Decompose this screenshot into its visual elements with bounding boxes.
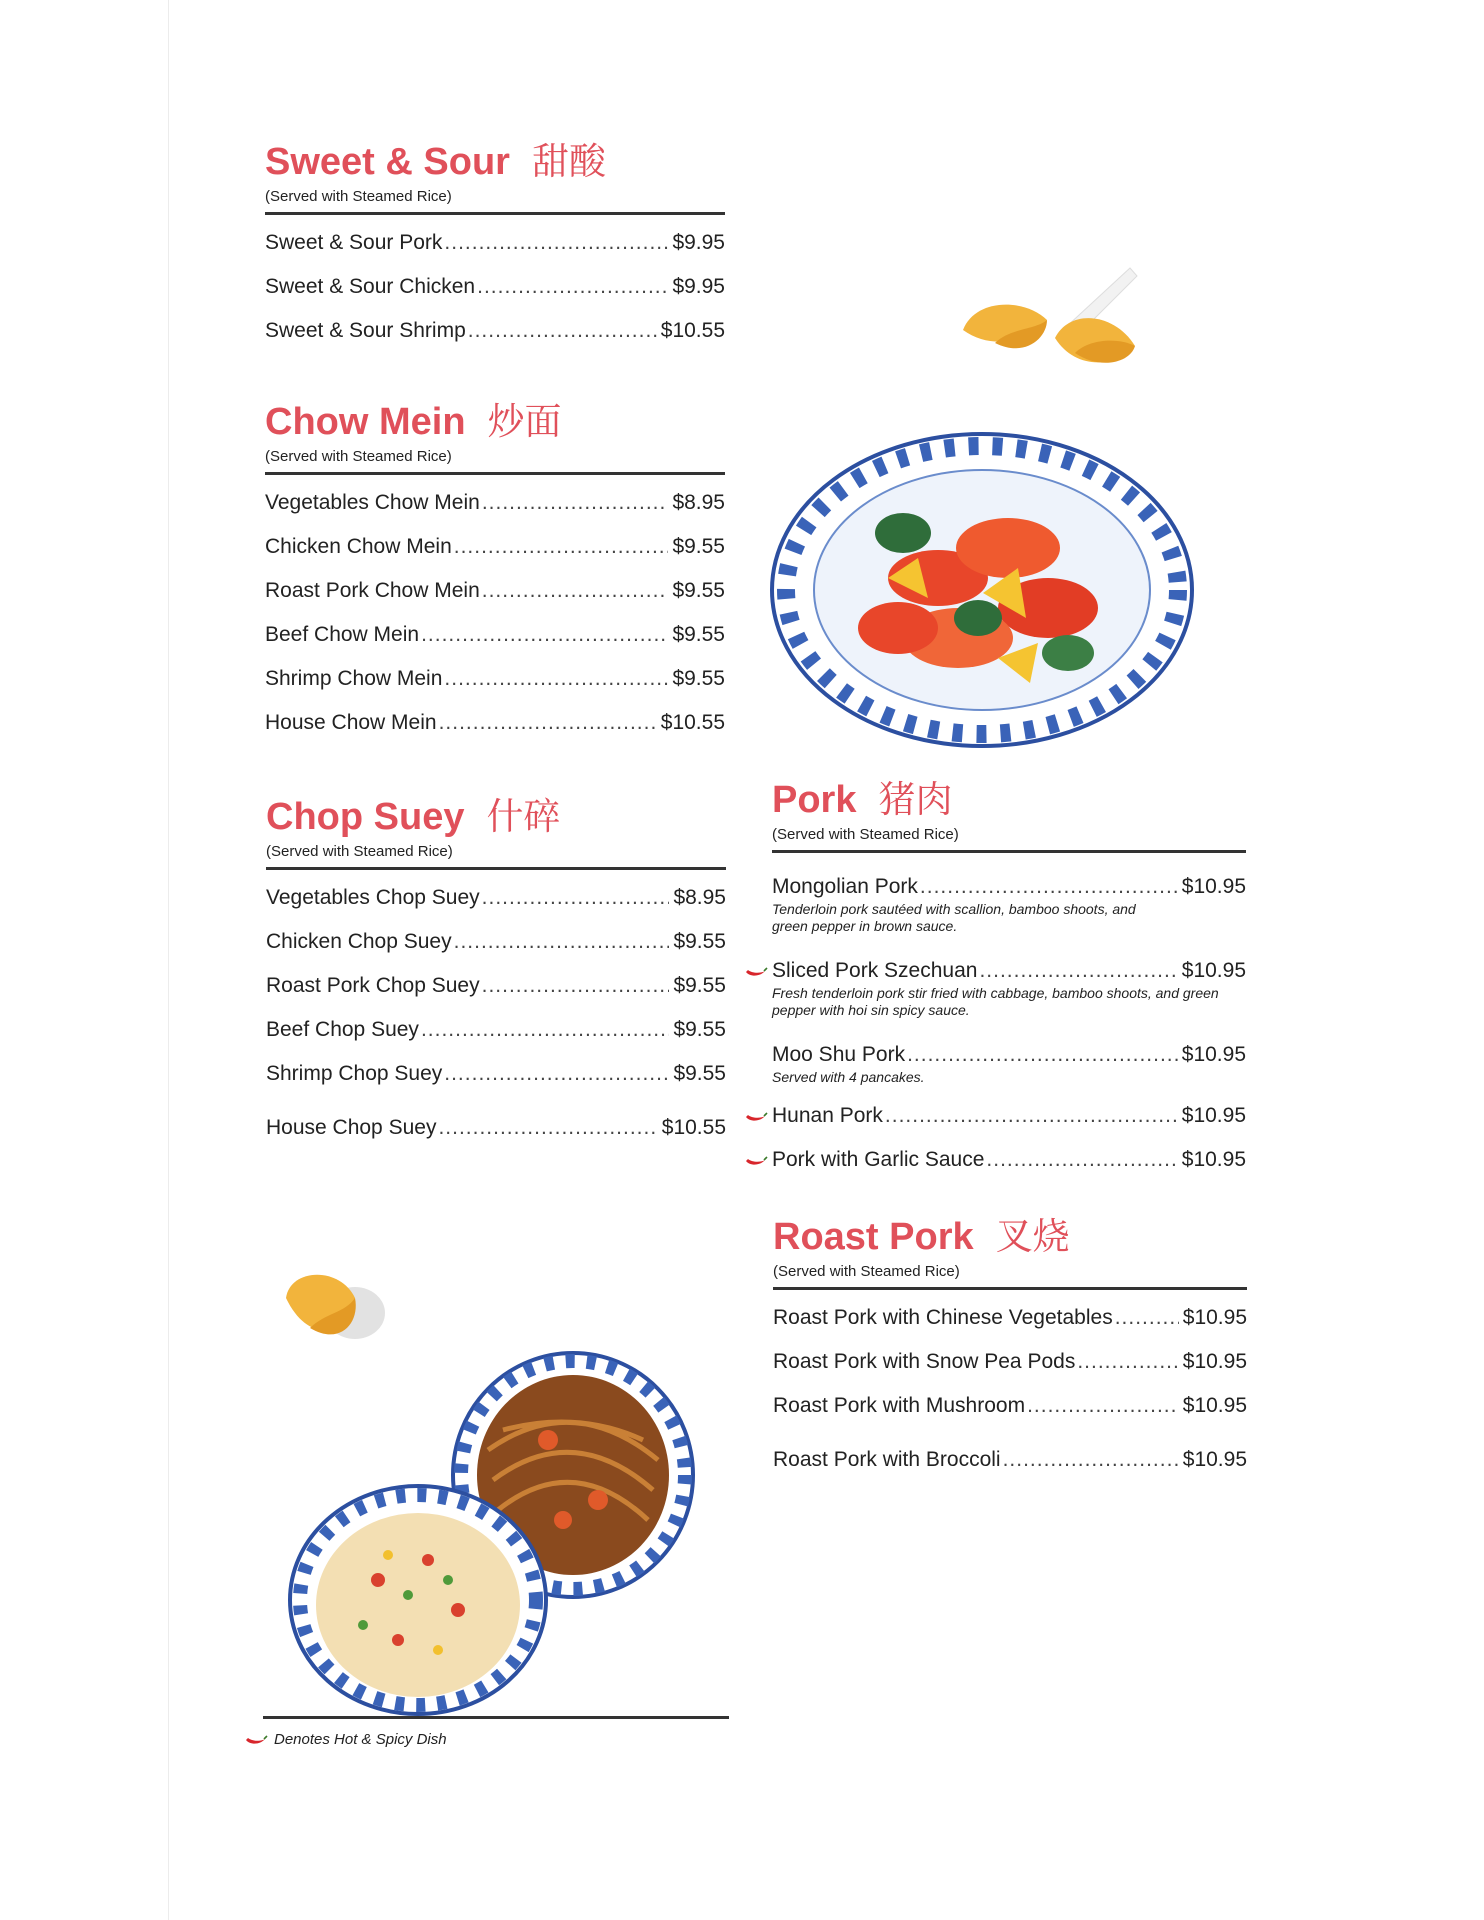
menu-item (773, 1348, 1247, 1392)
item-price: $9.55 (673, 1018, 726, 1041)
item-name: Roast Pork Chow Mein (265, 579, 480, 602)
section-title-chinese: 什碎 (486, 795, 561, 838)
menu-item (266, 1016, 726, 1060)
section-pork (772, 778, 1246, 1190)
menu-item (265, 665, 725, 709)
item-name: Roast Pork with Mushroom (773, 1394, 1026, 1417)
leader-dots (986, 1146, 1177, 1174)
item-price: $9.95 (672, 231, 725, 254)
section-title: Pork (772, 779, 857, 821)
section-title: Sweet & Sour (265, 141, 510, 183)
leader-dots (1027, 1392, 1179, 1420)
leader-dots (444, 1060, 669, 1088)
section-divider (772, 850, 1246, 853)
section-title: Chow Mein (265, 401, 466, 443)
item-name: House Chow Mein (265, 711, 437, 734)
item-price: $10.95 (1182, 1394, 1247, 1417)
item-name: Sweet & Sour Pork (265, 231, 443, 254)
leader-dots (421, 621, 668, 649)
item-price: $10.95 (1182, 1448, 1247, 1471)
menu-item (266, 884, 726, 928)
item-name: Sliced Pork Szechuan (772, 959, 978, 982)
section-heading (265, 140, 725, 184)
item-name: Roast Pork with Chinese Vegetables (773, 1306, 1113, 1329)
menu-item (265, 229, 725, 273)
leader-dots (1003, 1446, 1179, 1474)
section-title-chinese: 猪肉 (878, 778, 953, 821)
item-name: Shrimp Chow Mein (265, 667, 443, 690)
item-name: Shrimp Chop Suey (266, 1062, 443, 1085)
chili-pepper-icon (244, 1734, 268, 1746)
section-divider (265, 212, 725, 215)
leader-dots (885, 1102, 1178, 1130)
item-name: Pork with Garlic Sauce (772, 1148, 985, 1171)
section-title: Roast Pork (773, 1216, 974, 1258)
section-roast-pork (773, 1215, 1247, 1490)
leader-dots (482, 884, 670, 912)
item-price: $9.55 (672, 579, 725, 602)
menu-item (772, 1041, 1246, 1086)
section-heading (265, 400, 725, 444)
chili-pepper-icon (744, 1155, 768, 1167)
item-price: $10.95 (1181, 1104, 1246, 1127)
item-price: $9.55 (672, 623, 725, 646)
item-price: $9.95 (672, 275, 725, 298)
menu-item (772, 1102, 1246, 1146)
section-heading (266, 795, 726, 839)
menu-item (772, 873, 1246, 935)
item-name: Vegetables Chow Mein (265, 491, 480, 514)
section-divider (266, 867, 726, 870)
menu-item (266, 1114, 726, 1158)
item-name: House Chop Suey (266, 1116, 437, 1139)
item-name: Roast Pork with Snow Pea Pods (773, 1350, 1076, 1373)
menu-item (265, 709, 725, 753)
item-price: $9.55 (673, 974, 726, 997)
leader-dots (439, 709, 657, 737)
leader-dots (468, 317, 657, 345)
item-price: $10.55 (661, 1116, 726, 1139)
sweet-sour-dish-image (768, 428, 1196, 748)
fortune-cookies-image (955, 258, 1155, 378)
spicy-legend (244, 1731, 447, 1748)
item-price: $10.55 (660, 319, 725, 342)
menu-item (265, 489, 725, 533)
section-sweet-sour (265, 140, 725, 361)
item-price: $10.95 (1181, 875, 1246, 898)
menu-item (773, 1304, 1247, 1348)
section-heading (773, 1215, 1247, 1259)
menu-item (265, 577, 725, 621)
footer-divider (263, 1716, 729, 1719)
leader-dots (454, 928, 670, 956)
item-price: $10.95 (1181, 1148, 1246, 1171)
item-price: $8.95 (672, 491, 725, 514)
item-name: Roast Pork with Broccoli (773, 1448, 1001, 1471)
leader-dots (477, 273, 668, 301)
leader-dots (421, 1016, 670, 1044)
item-price: $10.95 (1181, 1043, 1246, 1066)
fortune-cookie-image (280, 1258, 400, 1358)
chili-pepper-icon (744, 966, 768, 978)
menu-item (772, 957, 1246, 1019)
menu-item (265, 317, 725, 361)
section-divider (773, 1287, 1247, 1290)
chili-pepper-icon (744, 1111, 768, 1123)
item-name: Beef Chow Mein (265, 623, 420, 646)
menu-item (266, 928, 726, 972)
item-price: $9.55 (672, 535, 725, 558)
menu-item (266, 972, 726, 1016)
item-name: Moo Shu Pork (772, 1043, 906, 1066)
item-description: Served with 4 pancakes. (772, 1069, 925, 1085)
leader-dots (1077, 1348, 1178, 1376)
section-title-chinese: 叉烧 (995, 1215, 1070, 1258)
item-description: Tenderloin pork sautéed with scallion, bamboo shoots, and green pepper in brown sauce. (772, 901, 1136, 934)
leader-dots (1115, 1304, 1179, 1332)
leader-dots (444, 665, 668, 693)
menu-item (265, 533, 725, 577)
leader-dots (920, 873, 1178, 901)
section-chow-mein (265, 400, 725, 753)
section-heading (772, 778, 1246, 822)
legend-text: Denotes Hot & Spicy Dish (274, 1731, 447, 1748)
item-price: $9.55 (673, 1062, 726, 1085)
section-chop-suey (266, 795, 726, 1158)
item-price: $8.95 (673, 886, 726, 909)
item-name: Chicken Chop Suey (266, 930, 452, 953)
item-price: $9.55 (673, 930, 726, 953)
item-name: Beef Chop Suey (266, 1018, 419, 1041)
item-name: Sweet & Sour Shrimp (265, 319, 466, 342)
leader-dots (438, 1114, 657, 1142)
leader-dots (482, 489, 669, 517)
leader-dots (482, 577, 669, 605)
section-title-chinese: 炒面 (487, 400, 562, 443)
section-title: Chop Suey (266, 796, 465, 838)
item-price: $9.55 (672, 667, 725, 690)
leader-dots (979, 957, 1177, 985)
item-price: $10.55 (660, 711, 725, 734)
leader-dots (454, 533, 669, 561)
menu-item (265, 273, 725, 317)
menu-item (265, 621, 725, 665)
menu-item (266, 1060, 726, 1104)
noodles-fried-rice-image (288, 1350, 704, 1716)
item-name: Vegetables Chop Suey (266, 886, 480, 909)
item-name: Roast Pork Chop Suey (266, 974, 480, 997)
leader-dots (482, 972, 670, 1000)
item-name: Hunan Pork (772, 1104, 883, 1127)
item-description: Fresh tenderloin pork stir fried with cabbage, bamboo shoots, and green pepper with hoi sin spicy sauce. (772, 985, 1219, 1018)
section-subtitle: (Served with Steamed Rice) (773, 1263, 960, 1280)
section-subtitle: (Served with Steamed Rice) (772, 826, 959, 843)
item-price: $10.95 (1182, 1350, 1247, 1373)
page-edge-line (168, 0, 169, 1920)
item-name: Sweet & Sour Chicken (265, 275, 476, 298)
item-price: $10.95 (1182, 1306, 1247, 1329)
menu-item (773, 1392, 1247, 1436)
menu-item (773, 1446, 1247, 1490)
item-name: Mongolian Pork (772, 875, 918, 898)
menu-item (772, 1146, 1246, 1190)
item-name: Chicken Chow Mein (265, 535, 452, 558)
leader-dots (444, 229, 668, 257)
section-title-chinese: 甜酸 (531, 140, 606, 183)
section-subtitle: (Served with Steamed Rice) (265, 188, 452, 205)
section-divider (265, 472, 725, 475)
item-price: $10.95 (1181, 959, 1246, 982)
section-subtitle: (Served with Steamed Rice) (265, 448, 452, 465)
leader-dots (907, 1041, 1178, 1069)
section-subtitle: (Served with Steamed Rice) (266, 843, 453, 860)
